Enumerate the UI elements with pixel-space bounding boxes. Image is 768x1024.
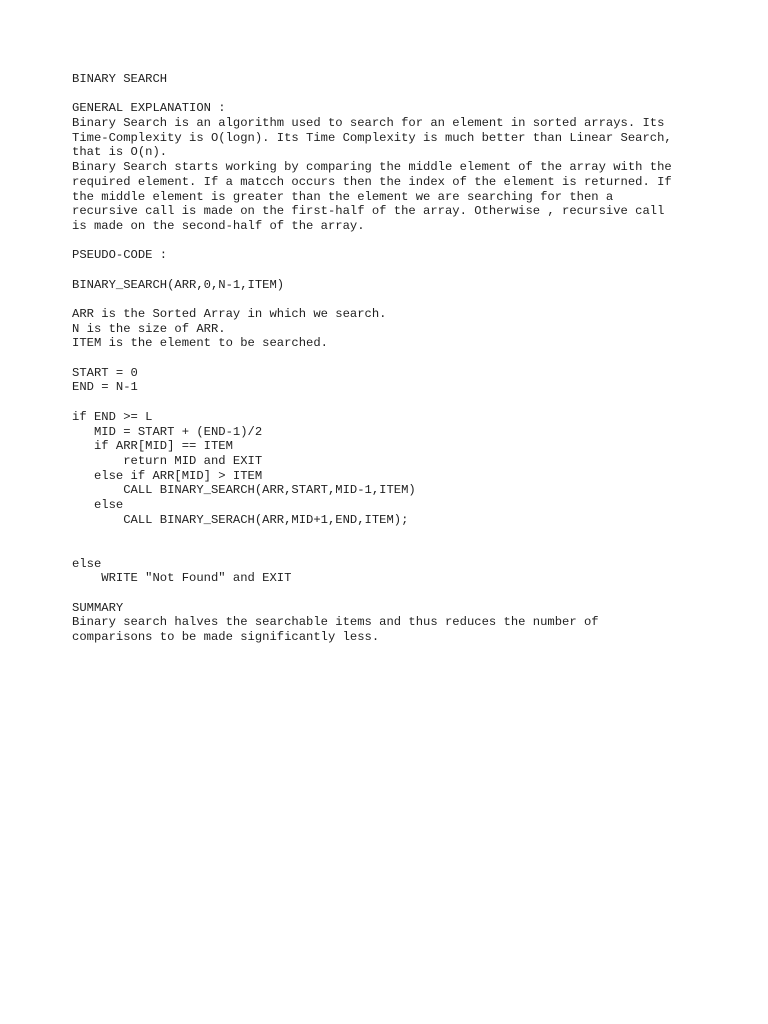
- code-line: if ARR[MID] == ITEM: [72, 439, 233, 454]
- code-line: else: [72, 556, 102, 571]
- blank-line: [72, 87, 752, 102]
- blank-line: [72, 263, 752, 278]
- parameter-description: ARR is the Sorted Array in which we search.: [72, 307, 387, 321]
- code-line: return MID and EXIT: [72, 453, 263, 468]
- section-heading-general-explanation: GENERAL EXPLANATION :: [72, 101, 226, 116]
- summary-line: comparisons to be made significantly less.: [72, 630, 380, 645]
- blank-line: [72, 351, 752, 366]
- code-line: MID = START + (END-1)/2: [72, 424, 263, 439]
- blank-line: [72, 542, 752, 557]
- section-heading-summary: SUMMARY: [72, 600, 124, 615]
- document-body: [72, 72, 752, 645]
- doc-title: BINARY SEARCH: [72, 72, 168, 86]
- blank-line: [72, 586, 752, 601]
- explanation-line: is made on the second-half of the array.: [72, 218, 365, 233]
- explanation-line: Binary Search is an algorithm used to search for an element in sorted arrays. Its: [72, 116, 665, 131]
- code-line: if END >= L: [72, 409, 153, 424]
- code-line: CALL BINARY_SERACH(ARR,MID+1,END,ITEM);: [72, 512, 409, 527]
- explanation-line: that is O(n).: [72, 145, 168, 160]
- code-line: else if ARR[MID] > ITEM: [72, 468, 263, 483]
- code-line: CALL BINARY_SEARCH(ARR,START,MID-1,ITEM): [72, 483, 416, 498]
- explanation-line: required element. If a matcch occurs then the index of the element is returned. If: [72, 174, 672, 189]
- parameter-description: N is the size of ARR.: [72, 321, 226, 336]
- code-line: START = 0: [72, 365, 138, 380]
- blank-line: [72, 292, 752, 307]
- explanation-line: recursive call is made on the first-half of the array. Otherwise , recursive call: [72, 204, 665, 219]
- blank-line: [72, 395, 752, 410]
- blank-line: [72, 234, 752, 249]
- blank-line: [72, 527, 752, 542]
- code-line: END = N-1: [72, 380, 138, 395]
- code-line: WRITE "Not Found" and EXIT: [72, 571, 292, 586]
- pseudo-code-signature: BINARY_SEARCH(ARR,0,N-1,ITEM): [72, 277, 285, 292]
- explanation-line: Time-Complexity is O(logn). Its Time Complexity is much better than Linear Search,: [72, 130, 672, 145]
- code-line: else: [72, 497, 124, 512]
- explanation-line: Binary Search starts working by comparing the middle element of the array with the: [72, 160, 672, 175]
- explanation-line: the middle element is greater than the element we are searching for then a: [72, 189, 614, 204]
- parameter-description: ITEM is the element to be searched.: [72, 336, 328, 351]
- summary-line: Binary search halves the searchable items and thus reduces the number of: [72, 615, 599, 630]
- section-heading-pseudo-code: PSEUDO-CODE :: [72, 248, 168, 263]
